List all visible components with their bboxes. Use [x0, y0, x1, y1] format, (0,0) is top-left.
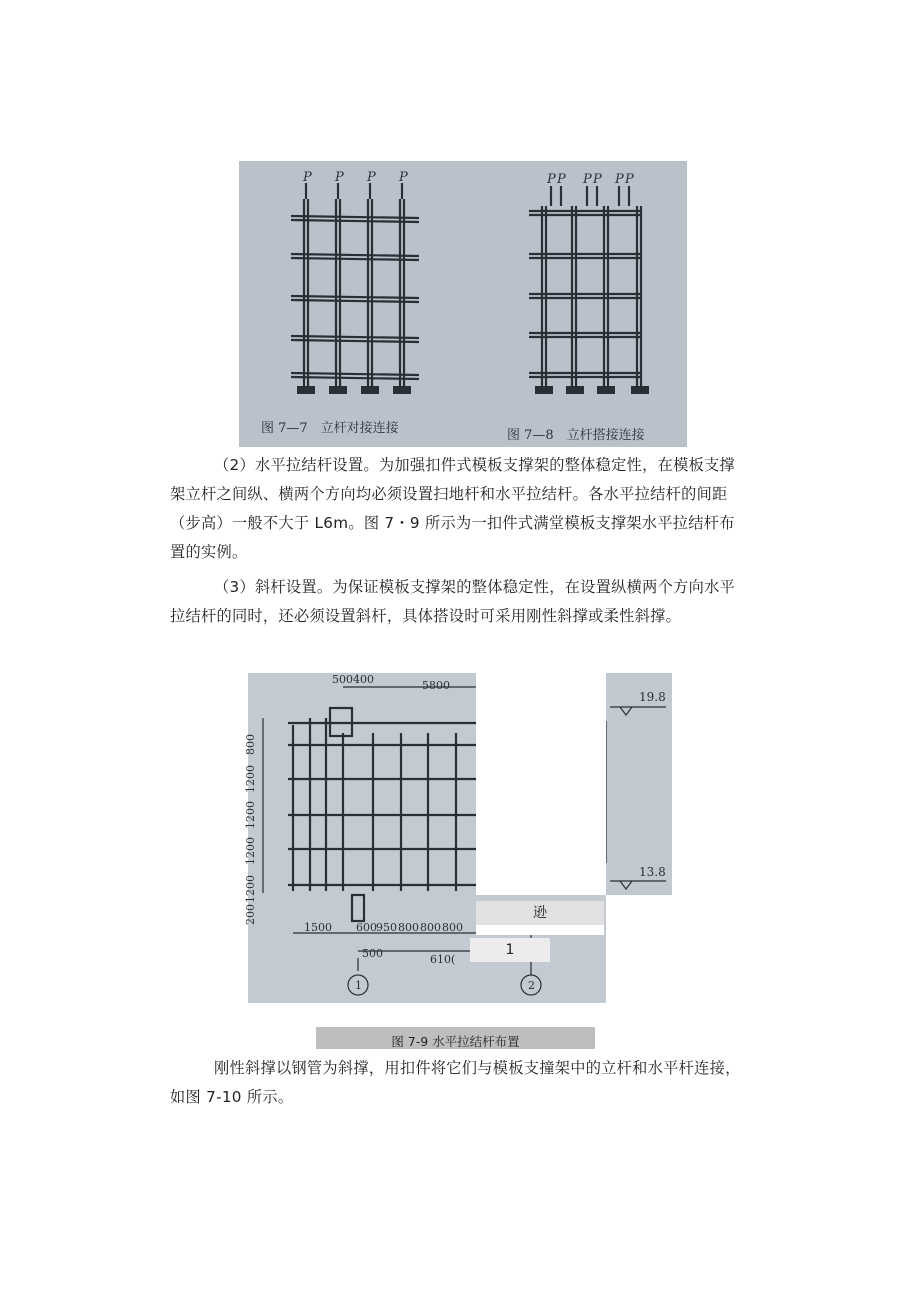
elevation-label: 13.8	[639, 865, 666, 879]
bottom-dim: 800	[420, 921, 441, 934]
elevation-marks	[606, 673, 672, 895]
bottom-dim: 1500	[304, 921, 332, 934]
load-label: P	[399, 170, 408, 185]
left-dim: 800	[244, 734, 257, 755]
mask-box	[476, 673, 606, 895]
figure-7-9-elevation-strip	[606, 673, 672, 895]
figure-7-9-caption: 图 7-9 水平拉结杆布置	[316, 1027, 595, 1049]
elevation-label: 19.8	[639, 690, 666, 704]
figure-7-7-caption: 图 7—7 立杆对接连接	[261, 421, 399, 436]
overlay-number: 1	[470, 938, 550, 962]
sub-dim: 610(	[430, 953, 456, 966]
figure-7-8-caption: 图 7—8 立杆搭接连接	[507, 428, 645, 443]
mask-box	[476, 925, 604, 935]
load-label: P	[367, 170, 376, 185]
paragraph-text: （3）斜杆设置。为保证模板支撑架的整体稳定性，在设置纵横两个方向水平拉结杆的同时，还必须设置斜杆，具体搭设时可采用刚性斜撑或柔性斜撑。	[170, 578, 736, 625]
axis-label: 1	[355, 979, 362, 992]
top-dim: 5800	[422, 679, 450, 692]
bottom-dim: 600	[356, 921, 377, 934]
scaffold-joint-diagram	[239, 161, 687, 447]
figure-7-7-7-8	[239, 161, 687, 447]
load-label: P	[593, 172, 602, 187]
left-dim: 1200	[244, 875, 257, 903]
left-dim: 1200	[244, 765, 257, 793]
top-dim: 500400	[332, 673, 374, 686]
bottom-dim: 800	[442, 921, 463, 934]
paragraph-text: 刚性斜撑以钢管为斜撑，用扣件将它们与模板支撞架中的立杆和水平杆连接，如图 7-10 所示。	[170, 1059, 741, 1106]
axis-label: 2	[528, 979, 535, 992]
left-dim: 1200	[244, 801, 257, 829]
left-dim: 1200	[244, 837, 257, 865]
bottom-dim: 800	[398, 921, 419, 934]
load-label: P	[303, 170, 312, 185]
load-label: P	[583, 172, 592, 187]
left-dim: 200	[244, 904, 257, 925]
load-label: P	[625, 172, 634, 187]
sub-dim: 500	[362, 947, 383, 960]
load-label: P	[615, 172, 624, 187]
load-label: P	[335, 170, 344, 185]
paragraph-rigid-brace	[170, 1054, 750, 1112]
load-label: P	[557, 172, 566, 187]
bottom-dim: 950	[376, 921, 397, 934]
overlay-label: 逊	[476, 901, 604, 925]
paragraph-text: （2）水平拉结杆设置。为加强扣件式模板支撑架的整体稳定性，在模板支撑架立杆之间纵、横两个方向均必须设置扫地杆和水平拉结杆。各水平拉结杆的间距（步高）一般不大于 L6m。图 7・9 所示为一扣件式满堂模板支撑架水平拉结杆布置的实例。	[170, 456, 736, 561]
paragraph-horizontal-ties	[170, 451, 750, 567]
load-label: P	[547, 172, 556, 187]
paragraph-diagonal-bars	[170, 573, 750, 631]
